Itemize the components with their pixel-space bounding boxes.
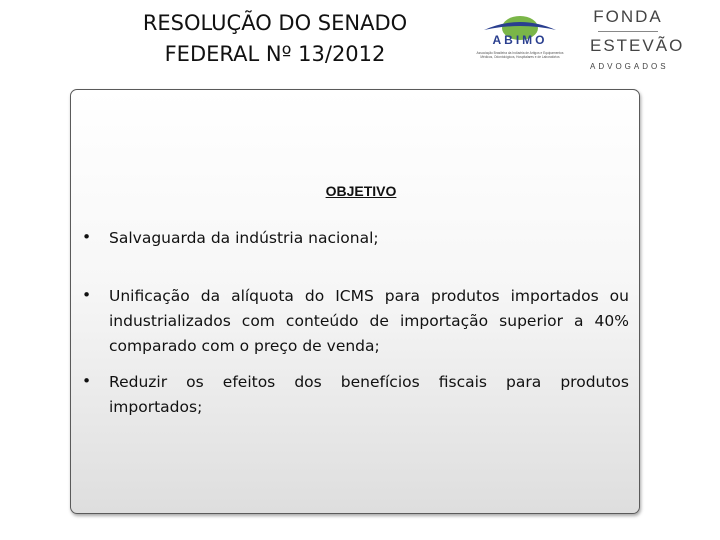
abimo-logo <box>470 12 570 74</box>
law-firm-logo-line-2: ESTEVÃO <box>590 36 685 55</box>
bullet-dot-2: • <box>82 286 92 304</box>
objective-heading: OBJETIVO <box>325 183 397 199</box>
slide-title-line-2: FEDERAL Nº 13/2012 <box>164 42 386 66</box>
abimo-tagline: Associação Brasileira da Indústria de Artigos e Equipamentos Médicos, Odontológicos, Hospitalares e de Laboratórios <box>476 51 564 60</box>
bullet-3-line-2: importados; <box>109 398 203 416</box>
bullet-1-text <box>109 226 629 251</box>
bullet-2-line-1: Unificação da alíquota do ICMS para produtos importados ou <box>109 287 629 305</box>
law-firm-logo <box>590 6 685 72</box>
law-firm-logo-rule <box>598 31 658 32</box>
abimo-wordmark: ABIMO <box>492 33 548 47</box>
slide-title <box>100 8 450 70</box>
bullet-3-text <box>109 370 629 420</box>
law-firm-logo-line-1: FONDA <box>593 7 663 26</box>
bullet-2-text <box>109 284 629 359</box>
bullet-1-line-1: Salvaguarda da indústria nacional; <box>109 229 379 247</box>
bullet-dot-1: • <box>82 228 92 246</box>
law-firm-logo-line-3: ADVOGADOS <box>590 62 669 71</box>
bullet-2-line-3: comparado com o preço de venda; <box>109 337 380 355</box>
slide-title-line-1: RESOLUÇÃO DO SENADO <box>142 11 408 35</box>
bullet-3-line-1: Reduzir os efeitos dos benefícios fiscais para produtos <box>109 373 629 391</box>
bullet-2-line-2: industrializados com conteúdo de importação superior a 40% <box>109 312 629 330</box>
bullet-dot-3: • <box>82 372 92 390</box>
